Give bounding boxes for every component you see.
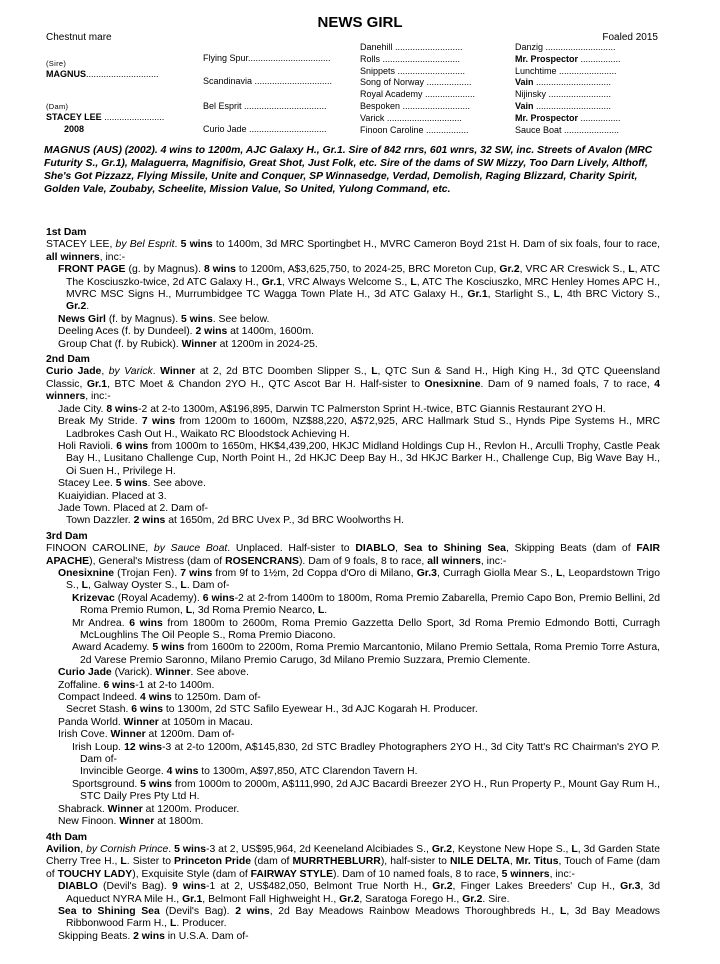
color-label: Chestnut mare (46, 32, 112, 43)
record-entry: FRONT PAGE (g. by Magnus). 8 wins to 1200m, A$3,625,750, to 2024-25, BRC Moreton Cup, Gr.2, VRC AR Creswick S., L, ATC The Kosciuszko-twice, 2d ATC Galaxy H., Gr.1, VRC Always Welcome S., L, ATC The Kosciuszko, MRC Henley Homes APC H., MVRC MSC Signs H., Murrumbidgee TC Wagga Town Plate H., 3d ATC Galaxy H., Gr.1, Starlight S., L, 4th BRC Victory S., Gr.2. (58, 264, 661, 313)
section-heading: 2nd Dam (46, 354, 90, 366)
ped-col4-item: Vain .............................. (515, 77, 612, 88)
record-entry: FINOON CAROLINE, by Sauce Boat. Unplaced. Half-sister to DIABLO, Sea to Shining Sea, Skipping Beats (dam of FAIR APACHE), General's Mistress (dam of ROSENCRANS). Dam of 9 foals, 8 to race, all winners, inc:- (46, 543, 661, 567)
ped-col3-item: Varick .............................. (360, 112, 462, 123)
record-entry: News Girl (f. by Magnus). 5 wins. See below. (58, 313, 270, 325)
ped-col3-item: Danehill ........................... (360, 42, 463, 52)
foaled-label: Foaled 2015 (602, 32, 658, 43)
sire-name-text: MAGNUS (46, 69, 86, 79)
section-heading: 3rd Dam (46, 530, 88, 542)
horse-title: NEWS GIRL (317, 14, 403, 31)
record-entry: Shabrack. Winner at 1200m. Producer. (58, 803, 240, 815)
record-entry: Group Chat (f. by Rubick). Winner at 1200m in 2024-25. (58, 338, 318, 350)
ped-col3-item: Song of Norway .................. (360, 77, 472, 88)
record-entry: DIABLO (Devil's Bag). 9 wins-1 at 2, US$482,050, Belmont True North H., Gr.2, Finger Lakes Breeders' Cup H., Gr.3, 3d Aqueduct NYRA Mile H., Gr.1, Belmont Fall Highweight H., Gr.2, Saratoga Forego H., Gr.2. Sire. (58, 881, 661, 905)
sire-name: MAGNUS............................. (46, 69, 159, 79)
ped-col4-item: Vain .............................. (515, 101, 612, 111)
record-entry: Curio Jade, by Varick. Winner at 2, 2d BTC Doomben Slipper S., L, QTC Sun & Sand H., High King H., 3d QTC Queensland Classic, Gr.1, BTC Moet & Chandon 2YO H., QTC Ascot Bar H. Half-sister to Onesixnine. Dam of 9 named foals, 7 to race, 4 winners, inc:- (46, 366, 661, 403)
record-entry: Compact Indeed. 4 wins to 1250m. Dam of- (58, 692, 261, 704)
record-entry: New Finoon. Winner at 1800m. (58, 816, 204, 828)
record-entry: Irish Loup. 12 wins-3 at 2-to 1200m, A$145,830, 2d STC Bradley Photographers 2YO H., 3d City Tatt's RC Chairman's 2YO P. Dam of- (72, 741, 661, 766)
record-entry: Holi Ravioli. 6 wins from 1000m to 1650m, HK$4,439,200, HKJC Midland Holdings Cup H., Revlon H., Arculli Trophy, Castle Peak Bay H., Lusitano Challenge Cup, North Point H., 2d HKJC Deep Bay H., 3d HKJC Barker H., Challenge Cup, Big Wave Bay H., Oi Suen H., Privilege H. (58, 440, 660, 477)
record-entry: Town Dazzler. 2 wins at 1650m, 2d BRC Uvex P., 3d BRC Woolworths H. (66, 515, 405, 527)
record-entry: Invincible George. 4 wins to 1300m, A$97,850, ATC Clarendon Tavern H. (80, 766, 418, 778)
record-entry: Irish Cove. Winner at 1200m. Dam of- (58, 729, 235, 741)
record-entry: Panda World. Winner at 1050m in Macau. (58, 716, 253, 728)
ped-col3-item: Snippets ........................... (360, 65, 466, 76)
ped-col2-0-text: Flying Spur (203, 53, 249, 63)
ped-col2-2: Bel Esprit ................................. (203, 101, 327, 111)
ped-col3-item: Finoon Caroline ................. (360, 124, 469, 135)
ped-col4-item: Lunchtime ....................... (515, 65, 617, 76)
record-entry: Jade City. 8 wins-2 at 2-to 1300m, A$196,895, Darwin TC Palmerston Sprint H.-twice, BTC Giannis Restaurant 2YO H. (58, 403, 606, 415)
record-entry: Award Academy. 5 wins from 1600m to 2200m, Roma Premio Marcantonio, Milano Premio Settala, Roma Premio Torre Astura, 2d Varese Premio Saronno, Milano Premio Carugo, 3d Milano Premio Suzzara, Premio Clemente. (72, 642, 661, 666)
record-entry: Break My Stride. 7 wins from 1200m to 1600m, NZ$88,220, A$72,925, ARC Hallmark Stud S., Hynds Pipe Systems H., MRC Ladbrokes Cash Out H., Waikato RC Bloodstock Achieving H. (58, 416, 660, 440)
sire-label: (Sire) (46, 59, 67, 68)
record-entry: Kuaiyidian. Placed at 3. (58, 490, 167, 502)
ped-col2-3-text: Curio Jade (203, 124, 247, 134)
record-entry: Sportsground. 5 wins from 1000m to 2000m, A$111,990, 2d AJC Bacardi Breezer 2YO H., Run Property P., Mount Gay Rum H., STC Daily Pres Pty Ltd H. (72, 778, 660, 803)
produce-record (46, 227, 660, 943)
record-entry: STACEY LEE, by Bel Esprit. 5 wins to 1400m, 3d MRC Sportingbet H., MVRC Cameron Boyd 21st H. Dam of six foals, four to race, all winners, inc:- (46, 239, 661, 263)
record-entry: Curio Jade (Varick). Winner. See above. (58, 667, 249, 679)
section-heading: 4th Dam (46, 831, 87, 843)
dam-year: 2008 (64, 124, 85, 134)
record-entry: Skipping Beats. 2 wins in U.S.A. Dam of- (58, 930, 249, 942)
ped-col4-item: Sauce Boat ...................... (515, 124, 620, 135)
ped-col2-1-text: Scandinavia (203, 76, 253, 86)
ped-col4-item: Danzig ............................ (515, 42, 616, 52)
dam-name: STACEY LEE ........................ (46, 112, 165, 122)
record-entry: Krizevac (Royal Academy). 6 wins-2 at 2-from 1400m to 1800m, Roma Premio Zabarella, Premio Capo Bon, Premio Bellini, 2d Roma Premio Rumon, L, 3d Roma Premio Nearco, L. (72, 592, 660, 617)
ped-col3-item: Bespoken ........................... (360, 101, 471, 111)
record-entry: Secret Stash. 6 wins to 1300m, 2d STC Safilo Eyewear H., 3d AJC Kogarah H. Producer. (66, 704, 478, 716)
ped-col2-1: Scandinavia ............................... (203, 76, 333, 86)
ped-col2-0: Flying Spur................................. (203, 53, 331, 63)
sire-paragraph: MAGNUS (AUS) (2002). 4 wins to 1200m, AJC Galaxy H., Gr.1. Sire of 842 rnrs, 601 wnrs, 32 SW, inc. Streets of Avalon (MRC Futurity S., Gr.1), Malaguerra, Magnifisio, Great Shot, Just Folk, etc. Sire of the dams of SW Mizzy, Too Darn Lively, Althoff, She's Got Pizzazz, Flying Missile, Unite and Conquer, SP Winnasedge, Verdad, Demolish, Raging Blizzard, Charity Spirit, Golden Vale, Zoubaby, Scheelite, Mission Value, So United, Yulong Command, etc. (44, 145, 653, 195)
record-entry: Stacey Lee. 5 wins. See above. (58, 478, 206, 490)
ped-col3-item: Rolls ............................... (360, 53, 461, 64)
ped-col3-item: Royal Academy .................... (360, 89, 476, 100)
ped-col4-item: Mr. Prospector ................ (515, 53, 621, 64)
record-entry: Jade Town. Placed at 2. Dam of- (58, 502, 208, 514)
section-heading: 1st Dam (46, 227, 87, 238)
ped-col4-item: Nijinsky ......................... (515, 89, 612, 100)
record-entry: Avilion, by Cornish Prince. 5 wins-3 at 2, US$95,964, 2d Keeneland Alcibiades S., Gr.2, Keystone New Hope S., L, 3d Garden State Cherry Tree H., L. Sister to Princeton Pride (dam of MURRTHEBLURR), half-sister to NILE DELTA, Mr. Titus, Touch of Fame (dam of TOUCHY LADY), Exquisite Style (dam of FAIRWAY STYLE). Dam of 10 named foals, 8 to race, 5 winners, inc:- (46, 843, 661, 880)
record-entry: Onesixnine (Trojan Fen). 7 wins from 9f to 1½m, 2d Coppa d'Oro di Milano, Gr.3, Curragh Giolla Mear S., L, Leopardstown Trigo S., L, Galway Oyster S., L. Dam of- (58, 567, 660, 592)
ped-col2-3: Curio Jade ............................... (203, 124, 327, 134)
ped-col2-2-text: Bel Esprit (203, 101, 242, 111)
record-entry: Mr Andrea. 6 wins from 1800m to 2600m, Roma Premio Gazzetta Dello Sport, 3d Roma Premio Edmondo Botti, Curragh McLoughlins The Oil People S., Roma Premio Diacono. (72, 617, 660, 641)
record-entry: Zoffaline. 6 wins-1 at 2-to 1400m. (58, 679, 215, 691)
dam-name-text: STACEY LEE (46, 112, 102, 122)
ped-col4-item: Mr. Prospector ................ (515, 112, 621, 123)
record-entry: Deeling Aces (f. by Dundeel). 2 wins at 1400m, 1600m. (58, 326, 314, 338)
dam-label: (Dam) (46, 102, 69, 111)
record-entry: Sea to Shining Sea (Devil's Bag). 2 wins, 2d Bay Meadows Rainbow Meadows Thoroughbreds H., L, 3d Bay Meadows Ribbonwood Farm H., L. Producer. (58, 905, 660, 930)
